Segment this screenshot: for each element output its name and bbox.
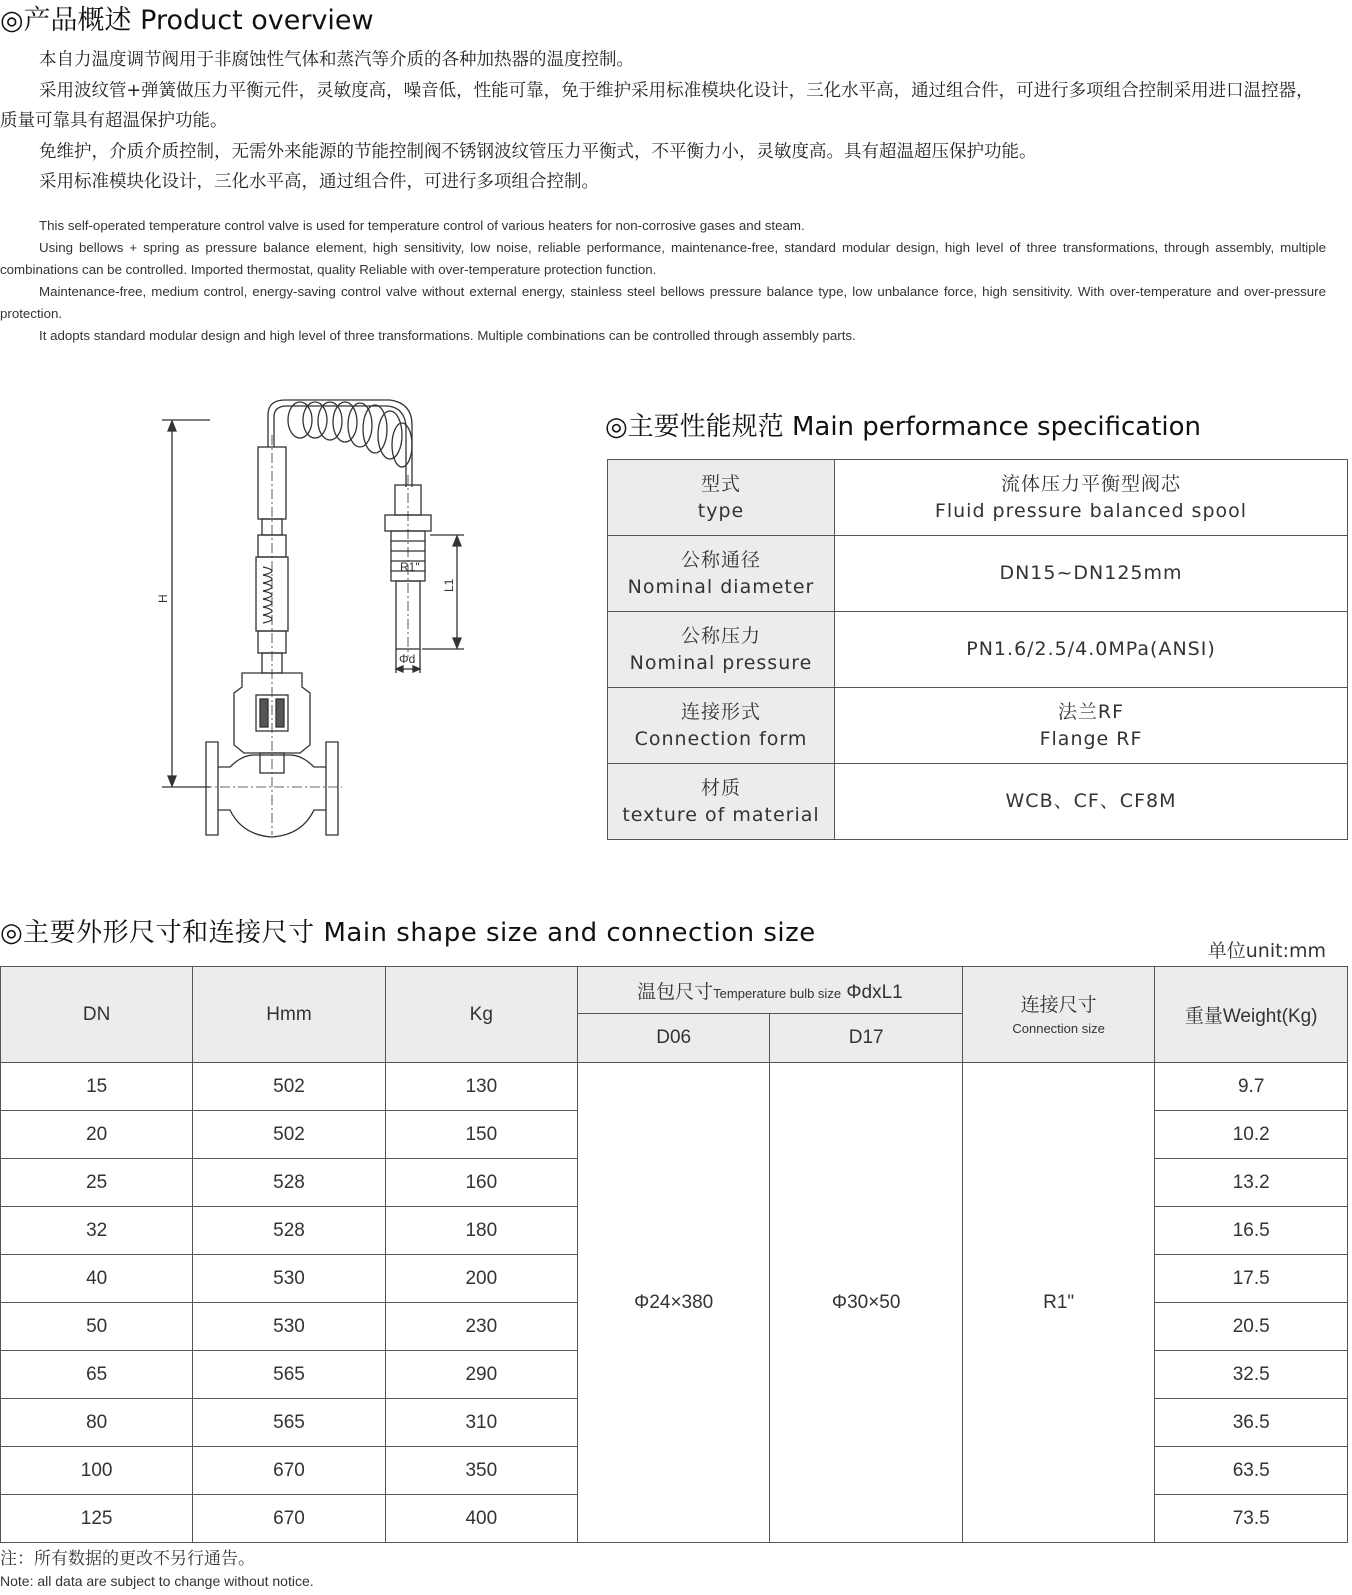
footnote	[0, 1548, 314, 1592]
cn-paragraph: 采用标准模块化设计，三化水平高，通过组合件，可进行多项组合控制。	[39, 172, 599, 193]
cell-h: 565	[193, 1399, 385, 1447]
overview-en-text	[0, 215, 1326, 347]
cell-kg: 180	[385, 1207, 577, 1255]
phid-dimension	[396, 649, 420, 673]
cell-h: 565	[193, 1351, 385, 1399]
spec-label: 材质 texture of material	[608, 764, 835, 840]
cell-weight: 63.5	[1155, 1447, 1348, 1495]
cell-h: 530	[193, 1255, 385, 1303]
phid-label: Φd	[399, 652, 416, 666]
table-header-row	[1, 967, 1348, 1014]
cell-h: 502	[193, 1063, 385, 1111]
cell-weight: 9.7	[1155, 1063, 1348, 1111]
cell-d17: Φ30×50	[770, 1063, 962, 1543]
cell-dn: 65	[1, 1351, 193, 1399]
cell-dn: 40	[1, 1255, 193, 1303]
cell-dn: 20	[1, 1111, 193, 1159]
cell-kg: 290	[385, 1351, 577, 1399]
cell-kg: 310	[385, 1399, 577, 1447]
cell-connection: R1"	[962, 1063, 1154, 1543]
capillary-coil	[268, 400, 412, 487]
cell-h: 670	[193, 1447, 385, 1495]
overview-title: ◎产品概述 Product overview	[0, 5, 374, 36]
spec-label: 公称压力 Nominal pressure	[608, 612, 835, 688]
table-row	[608, 764, 1348, 840]
cell-h: 528	[193, 1207, 385, 1255]
cell-h: 502	[193, 1111, 385, 1159]
col-h: Hmm	[193, 967, 385, 1063]
table-row	[1, 1063, 1348, 1111]
cell-weight: 73.5	[1155, 1495, 1348, 1543]
valve-body	[202, 673, 342, 837]
cell-weight: 20.5	[1155, 1303, 1348, 1351]
spec-value: DN15~DN125mm	[835, 536, 1348, 612]
cell-kg: 130	[385, 1063, 577, 1111]
cell-dn: 125	[1, 1495, 193, 1543]
spec-value: 法兰RF Flange RF	[835, 688, 1348, 764]
dimensions-title: ◎主要外形尺寸和连接尺寸 Main shape size and connection size	[0, 918, 816, 948]
en-paragraph: It adopts standard modular design and high level of three transformations. Multiple combinations can be controlled through assembly parts.	[39, 328, 856, 343]
col-d06: D06	[577, 1014, 770, 1063]
table-row	[608, 460, 1348, 536]
cell-kg: 350	[385, 1447, 577, 1495]
l1-label: L1	[442, 578, 456, 592]
spec-title: ◎主要性能规范 Main performance specification	[605, 412, 1202, 442]
table-row	[608, 536, 1348, 612]
cell-weight: 36.5	[1155, 1399, 1348, 1447]
cell-kg: 200	[385, 1255, 577, 1303]
h-label: H	[156, 594, 170, 603]
l1-dimension	[422, 535, 464, 649]
spec-label: 连接形式 Connection form	[608, 688, 835, 764]
spec-value: 流体压力平衡型阀芯 Fluid pressure balanced spool	[835, 460, 1348, 536]
en-paragraph: This self-operated temperature control valve is used for temperature control of various heaters for non-corrosive gases and steam.	[39, 218, 805, 233]
cell-dn: 50	[1, 1303, 193, 1351]
cell-weight: 16.5	[1155, 1207, 1348, 1255]
col-connection: 连接尺寸 Connection size	[962, 967, 1154, 1063]
cell-dn: 25	[1, 1159, 193, 1207]
en-paragraph: Maintenance-free, medium control, energy-saving control valve without external energy, stainless steel bellows pressure balance type, low unbalance force, high sensitivity. With over-temperature and over-pressure protection.	[0, 284, 1326, 321]
cell-dn: 32	[1, 1207, 193, 1255]
cell-kg: 160	[385, 1159, 577, 1207]
col-d17: D17	[770, 1014, 962, 1063]
spec-label: 公称通径 Nominal diameter	[608, 536, 835, 612]
table-row	[608, 612, 1348, 688]
cn-paragraph: 采用波纹管+弹簧做压力平衡元件，灵敏度高，噪音低，性能可靠，免于维护采用标准模块化设计，三化水平高，通过组合件，可进行多项组合控制采用进口温控器，质量可靠具有超温保护功能。	[0, 80, 1314, 132]
cell-dn: 15	[1, 1063, 193, 1111]
cell-kg: 400	[385, 1495, 577, 1543]
spec-table	[607, 459, 1348, 840]
cell-h: 530	[193, 1303, 385, 1351]
dimensions-table	[0, 966, 1348, 1543]
cell-h: 670	[193, 1495, 385, 1543]
table-row	[608, 688, 1348, 764]
spec-value: PN1.6/2.5/4.0MPa(ANSI)	[835, 612, 1348, 688]
height-dimension	[156, 420, 210, 787]
cell-weight: 32.5	[1155, 1351, 1348, 1399]
cell-kg: 150	[385, 1111, 577, 1159]
spec-label: 型式 type	[608, 460, 835, 536]
footnote-en: Note: all data are subject to change without notice.	[0, 1573, 314, 1589]
cn-paragraph: 本自力温度调节阀用于非腐蚀性气体和蒸汽等介质的各种加热器的温度控制。	[39, 50, 634, 70]
temperature-bulb	[385, 475, 431, 657]
cell-h: 528	[193, 1159, 385, 1207]
col-bulb-size: 温包尺寸Temperature bulb size ΦdxL1	[577, 967, 962, 1014]
footnote-cn: 注：所有数据的更改不另行通告。	[0, 1549, 255, 1569]
col-weight: 重量Weight(Kg)	[1155, 967, 1348, 1063]
overview-cn-text	[0, 45, 1326, 198]
actuator-column	[256, 435, 288, 835]
en-paragraph: Using bellows + spring as pressure balance element, high sensitivity, low noise, reliable performance, maintenance-free, standard modular design, high level of three transformations, through assembly, multiple combinations can be controlled. Imported thermostat, quality Reliable with over-temperature protection function.	[0, 240, 1326, 277]
valve-technical-drawing	[150, 395, 470, 855]
spec-value: WCB、CF、CF8M	[835, 764, 1348, 840]
cell-weight: 10.2	[1155, 1111, 1348, 1159]
cell-dn: 80	[1, 1399, 193, 1447]
cell-d06: Φ24×380	[577, 1063, 770, 1543]
cn-paragraph: 免维护，介质介质控制，无需外来能源的节能控制阀不锈钢波纹管压力平衡式，不平衡力小，灵敏度高。具有超温超压保护功能。	[39, 141, 1037, 162]
cell-dn: 100	[1, 1447, 193, 1495]
col-kg: Kg	[385, 967, 577, 1063]
col-dn: DN	[1, 967, 193, 1063]
r1-label: R1"	[400, 560, 420, 574]
cell-weight: 17.5	[1155, 1255, 1348, 1303]
unit-label: 单位unit:mm	[1207, 940, 1326, 962]
cell-kg: 230	[385, 1303, 577, 1351]
cell-weight: 13.2	[1155, 1159, 1348, 1207]
